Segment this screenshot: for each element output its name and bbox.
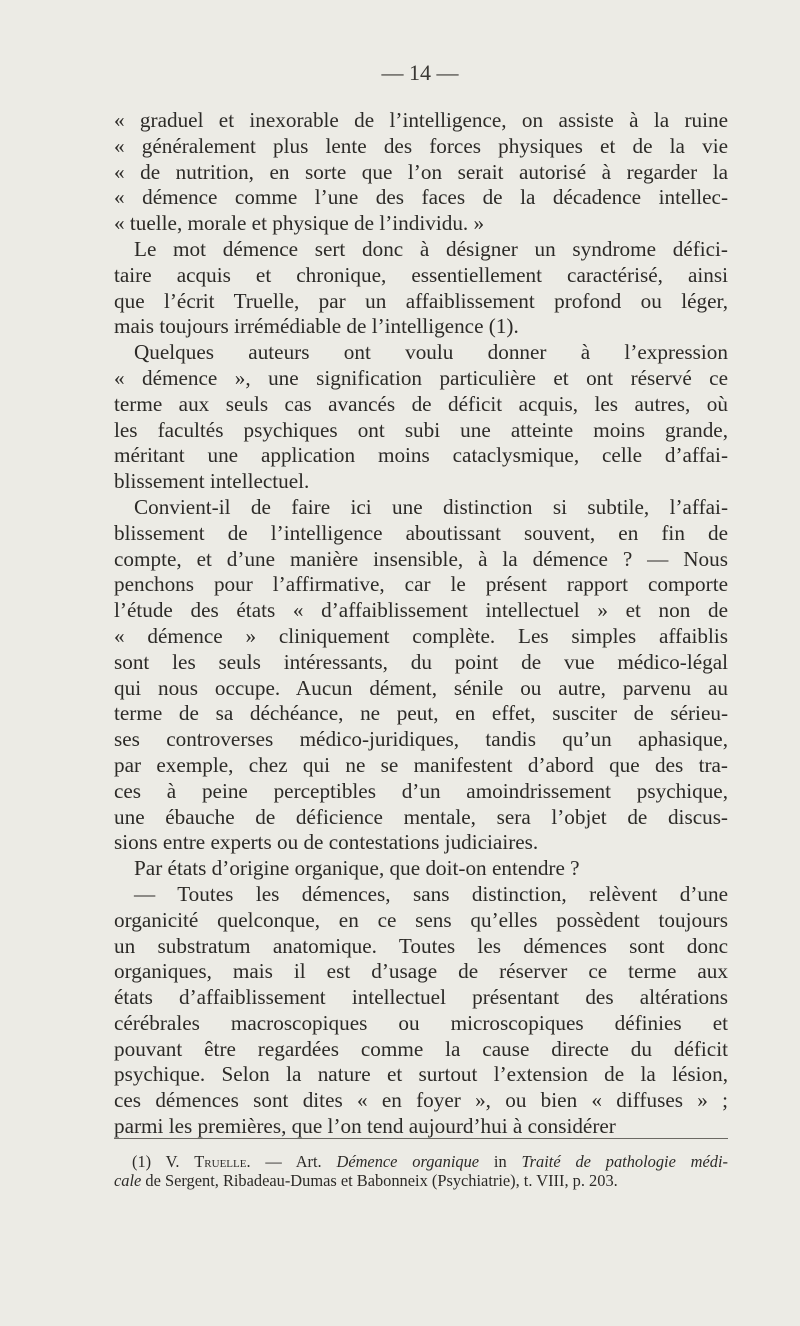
- text-line: ses controverses médico-juridiques, tandis qu’un aphasique,: [114, 727, 728, 752]
- footnote-author: Truelle.: [194, 1152, 251, 1171]
- footnote-line-1: [114, 1152, 728, 1171]
- text-line: psychique. Selon la nature et surtout l’extension de la lésion,: [114, 1062, 728, 1087]
- text-line: terme aux seuls cas avancés de déficit acquis, les autres, où: [114, 391, 728, 416]
- text-line: organiques, mais il est d’usage de réserver ce terme aux: [114, 959, 728, 984]
- text-line: méritant une application moins cataclysmique, celle d’affai-: [114, 443, 728, 468]
- text-line: compte, et d’une manière insensible, à la démence ? — Nous: [114, 546, 728, 571]
- text-line: pouvant être regardées comme la cause directe du déficit: [114, 1036, 728, 1061]
- footnote: [114, 1152, 728, 1190]
- footnote-line-2: [114, 1171, 728, 1190]
- text-line: par exemple, chez qui ne se manifestent d’abord que des tra-: [114, 752, 728, 777]
- text-line: « graduel et inexorable de l’intelligence, on assiste à la ruine: [114, 108, 728, 132]
- body-text: [114, 108, 728, 1140]
- text-line: qui nous occupe. Aucun dément, sénile ou autre, parvenu au: [114, 675, 728, 700]
- text-line: ces à peine perceptibles d’un amoindrissement psychique,: [114, 778, 728, 803]
- paragraph: [114, 237, 728, 340]
- text-line: les facultés psychiques ont subi une atteinte moins grande,: [114, 417, 728, 442]
- paragraph: [114, 856, 728, 882]
- footnote-rest: de Sergent, Ribadeau-Dumas et Babonneix (Psychiatrie), t. VIII, p. 203.: [141, 1171, 618, 1190]
- text-line: « tuelle, morale et physique de l’individu. »: [114, 211, 485, 236]
- text-line: Le mot démence sert donc à désigner un syndrome défici-: [134, 236, 728, 261]
- text-line: ces démences sont dites « en foyer », ou bien « diffuses » ;: [114, 1088, 728, 1113]
- text-line: états d’affaiblissement intellectuel présentant des altérations: [114, 985, 728, 1010]
- text-line: une ébauche de déficience mentale, sera l’objet de discus-: [114, 804, 728, 829]
- text-line: sont les seuls intéressants, du point de vue médico-légal: [114, 649, 728, 674]
- footnote-separator: — Art.: [250, 1152, 337, 1171]
- page-number: — 14 —: [381, 60, 459, 85]
- text-line: — Toutes les démences, sans distinction, relèvent d’une: [134, 881, 728, 906]
- text-line: « démence comme l’une des faces de la décadence intellec-: [114, 185, 728, 210]
- paragraph: [114, 108, 728, 237]
- text-line: Quelques auteurs ont voulu donner à l’expression: [134, 340, 728, 365]
- text-line: Convient-il de faire ici une distinction si subtile, l’affai-: [134, 494, 728, 519]
- footnote-article-title: Démence organique: [336, 1152, 480, 1171]
- paragraph: [114, 495, 728, 856]
- text-line: « démence », une signification particulière et ont réservé ce: [114, 365, 728, 390]
- text-line: que l’écrit Truelle, par un affaiblissement profond ou léger,: [114, 288, 728, 313]
- text-line: Par états d’origine organique, que doit-on entendre ?: [134, 856, 580, 881]
- text-line: « démence » cliniquement complète. Les simples affaiblis: [114, 623, 728, 648]
- text-line: un substratum anatomique. Toutes les démences sont donc: [114, 933, 728, 958]
- text-line: « généralement plus lente des forces physiques et de la vie: [114, 133, 728, 158]
- text-line: mais toujours irrémédiable de l’intelligence (1).: [114, 314, 519, 339]
- footnote-work-title-1: Traité de pathologie médi-: [521, 1152, 729, 1171]
- footnote-work-title-2: cale: [114, 1171, 142, 1190]
- paragraph: [114, 882, 728, 1140]
- footnote-in: in: [479, 1152, 522, 1171]
- text-line: taire acquis et chronique, essentiellement caractérisé, ainsi: [114, 262, 728, 287]
- text-line: blissement de l’intelligence aboutissant souvent, en fin de: [114, 520, 728, 545]
- text-line: parmi les premières, que l’on tend aujourd’hui à considérer: [114, 1114, 616, 1139]
- footnote-divider: [114, 1138, 728, 1139]
- footnote-marker: (1) V.: [132, 1152, 180, 1171]
- text-line: sions entre experts ou de contestations judiciaires.: [114, 830, 539, 855]
- text-line: terme de sa déchéance, ne peut, en effet, susciter de sérieu-: [114, 701, 728, 726]
- paragraph: [114, 340, 728, 495]
- text-line: l’étude des états « d’affaiblissement intellectuel » et non de: [114, 598, 728, 623]
- text-line: cérébrales macroscopiques ou microscopiques définies et: [114, 1010, 728, 1035]
- text-line: penchons pour l’affirmative, car le présent rapport comporte: [114, 572, 728, 597]
- text-line: blissement intellectuel.: [114, 469, 310, 494]
- text-line: organicité quelconque, en ce sens qu’elles possèdent toujours: [114, 907, 728, 932]
- text-line: « de nutrition, en sorte que l’on serait autorisé à regarder la: [114, 159, 728, 184]
